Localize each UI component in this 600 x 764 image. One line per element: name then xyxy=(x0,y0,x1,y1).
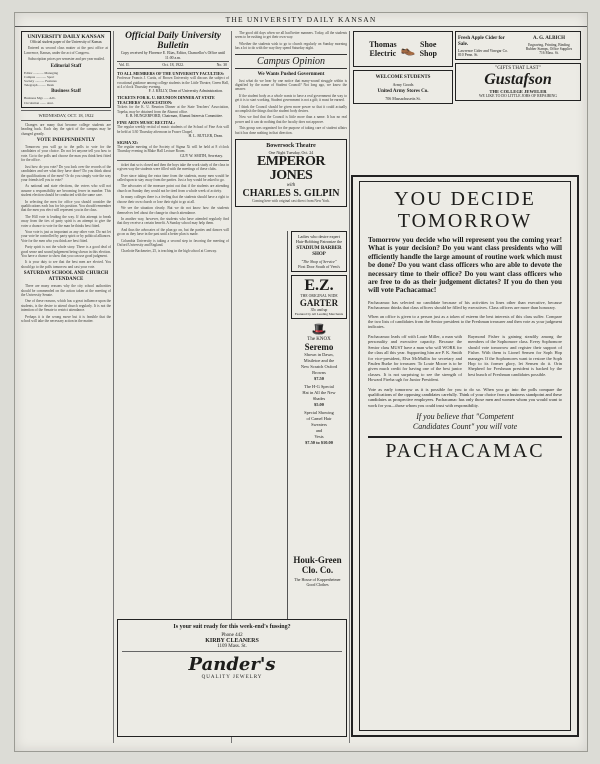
cider-albich-ads xyxy=(455,31,581,60)
business-list: Business Mgr. ..... Adv. Circulation ....... Asst. xyxy=(24,96,56,105)
pachacamac-title-2: TOMORROW xyxy=(397,210,533,232)
opinion-text: Just what do we hear by one notice that many-sound struggle within is dignified by the name of Student Council? Not long ago, we know the answer. If the student body as a whole wants to have a real government the way to get it is to start working. Student government is not a gift; it must be earned. I think the Council should be given more power so that it could actually accomplish the things that the student body desires. Now we find that the Council is little more than a name. It has no real power and it can do nothing that the faculty does not approve. This group was organized for the purpose of taking care of student affairs but it has done nothing in that direction. xyxy=(235,78,347,135)
bulletin-date: Oct. 18, 1922. xyxy=(162,63,184,68)
cider-address: 810 Penn. St. xyxy=(458,53,479,57)
pachacamac-brand: PACHACAMAC xyxy=(368,436,562,463)
bulletin-body: ticket that so is closed and then the boys take the work study of the class in a given way the students were filled with the meetings of these clubs. Ever since taking the extra time from the students, many men would be called upon to stay away from the parties. Just a boy would be asked to go. The advocates of the measure point out that if the students are attending church on Sunday they would not be tired from a whole week of activity. In many colleges there is a feeling that the students should have a right to choose their own church or lose their right to go at all. We see the situation clearly. But we do not know how the students themselves feel about the change in church attendance. In another way, however, the students who have attended regularly find that they receive a certain benefit. A Sunday school may help them. And thus the advocates of the plan go on, but the parties and dances will go on as they have in the past until a better plan is made. Columbia University is taking a second step in favoring the meeting of Oxford University and England. Charlotte Backmeier, 25, is teaching in the high school at Conway. xyxy=(117,162,229,254)
show-with: with xyxy=(286,183,296,189)
column-rule xyxy=(113,31,114,743)
store-address: 706 Massachusetts St. xyxy=(385,96,421,101)
newspaper-page xyxy=(14,12,588,752)
notice-heading: FINE ARTS MUSIC RECITAL: xyxy=(117,120,176,126)
ez-brand: E.Z. xyxy=(304,277,334,294)
bulletin-column xyxy=(117,31,229,256)
show-note: Coming here with original cast direct from New York. xyxy=(252,199,330,204)
notice-text: Tickets for the K. U. Reunion Dinner at the State Teachers' Association, Topeka, may be obtained from the Alumni office. xyxy=(117,105,229,114)
show-star: CHARLES S. GILPIN xyxy=(242,188,340,200)
gustafson-tag: THE COLLEGE JEWELER xyxy=(489,89,547,94)
gustafson-name: Gustafson xyxy=(484,71,552,88)
kirby-phone: Phone 442 xyxy=(221,633,243,638)
editorial-second-heading: SATURDAY SCHOOL AND CHURCH ATTENDANCE xyxy=(23,271,109,283)
editorial-lead-text: Tomorrow you will go to the polls to vote for the candidates of your choice. Do not let anyone tell you how to vote. Go to the polls and choose the man you think best fitted for the office. Just how do you vote? Do you look over the records of the candidates and see what they have done? Do you think about the qualifications of the men? Or do you simply vote the way your friends tell you to vote? As national and state elections, the voters who will not assume a responsibility are becoming fewer in number. This student election should be conducted with the same care. In selecting the men for office you should consider the qualifications each has for his position. You should remember that the men you elect will represent you in the class. The Hill vote is leading the way. If this attempt to break away from the ties of party spirit is an attempt to give the voter a chance to vote for the man he thinks best fitted. Your vote is just as important as any other vote. Do not let your vote be controlled by party spirit or by political alliances. Vote for the men who you think are best fitted. Party spirit is not the whole story. There is a good deal of good sense and sound judgement being shown in this election. You have a chance to show that you can use good judgment. It is your duty to see that the best men are elected. You should go to the polls tomorrow and cast your vote. xyxy=(21,145,111,269)
houk-name: Houk-Green Clo. Co. xyxy=(293,555,342,575)
bulletin-volume: Vol. II. xyxy=(119,63,130,68)
albich-sub: Engraving, Printing, Binding xyxy=(528,43,570,47)
gustafson-tag2: WE LIKE TO DO LITTLE JOBS OF REPAIRING xyxy=(478,94,558,98)
divider xyxy=(122,651,342,652)
shoe-shop-ad xyxy=(353,31,453,67)
notice-heading: SIGMA XI: xyxy=(117,140,139,146)
pachacamac-lead: Tomorrow you decide who will represent you the coming year! What is your decision? Do you want class presidents who will efficiently handle the large amount of routine work which must be done? Do you want class officers who are able to devote the necessary time to their office? Do you want class officers who are free to do as their judgement dictates? If you do then you will vote Pachacamac! xyxy=(368,236,562,295)
houk-sub: The House of Kuppenheimer Good Clothes xyxy=(294,577,341,587)
knox-ad xyxy=(291,322,347,446)
albich-ad xyxy=(520,34,578,57)
masthead: THE UNIVERSITY DAILY KANSAN xyxy=(15,15,587,27)
theatre-name: Bowersock Theatre xyxy=(266,143,316,150)
gustafson-ad xyxy=(455,63,581,101)
kirby-panders-ads xyxy=(117,619,347,737)
stadium-address: First Door South of Vem's xyxy=(298,264,340,269)
notice-signature: F. J. KELLY, Dean of University Administration. xyxy=(148,89,223,94)
cider-head: Fresh Apple Cider for Sale. xyxy=(458,36,505,47)
editorial-second-text: There are many reasons why the city school authorities should be commended on the action taken at the meeting of the University Senate. One of these reasons, which has a great influence upon the students, is the desire to attend church regularly. It is not the intention of the Senate to restrict attendance. Perhaps it is the wrong move but it is feasible that the school will take the necessary action in the matter. xyxy=(21,284,111,324)
notice-text: Professor Francis J. Curtis, of Brown University will discuss the subject of vocational guidance among college students in the Little Theatre, Green Hall, at 4 o'clock Thursday evening. xyxy=(117,76,229,89)
editorial-title: UNIVERSITY DAILY KANSAN xyxy=(27,34,105,40)
editorial-intro: Changes are many that become college students are heading back. Each day the spirit of the campus may be changed greatly. xyxy=(21,122,111,136)
panders-brand: Pander's xyxy=(188,654,276,675)
albich-address: 716 Mass. St. xyxy=(539,51,559,55)
bowersock-theatre-ad xyxy=(235,139,347,206)
shop-name-left: Thomas Electric xyxy=(369,40,397,58)
pachacamac-right-col: Raymond Fisher is gaining steadily among the members of the Sophomore class. Every Sophomore should vote tomorrow and register their support of Fisher. With them is Lionel Sensen for Soph Hop manager. If the Sophomores want to restore the Soph Hop to its former glory, let Sensen do it. Orin Shepherd for Freshman president is backed by the best bunch of Freshman candidates possible. xyxy=(468,333,562,377)
ad-column-middle xyxy=(353,31,453,171)
stadium-text: Ladies who desire expert Hair-Bobbing Patronize the xyxy=(295,234,343,244)
ez-sub: THE ORIGINAL WIDE xyxy=(300,294,338,298)
opinion-top-text: The good old days when we all had better manners. Today, all the students seem to be rushing to get their own way. Whether the students wish to go to church regularly on Sunday morning has a lot to do with the way they spend Saturday night. xyxy=(235,31,347,51)
opinion-heading: We Wants Pushed Government xyxy=(257,71,325,77)
gifts-tagline: "GIFTS THAT LAST" xyxy=(495,66,541,71)
notice-heading: TO ALL MEMBERS OF THE UNIVERSITY FACULTIES: xyxy=(117,71,225,77)
divider xyxy=(21,110,111,111)
ez-garter-ad xyxy=(291,275,347,319)
kirby-address: 1109 Mass. St. xyxy=(217,644,247,649)
business-staff-heading: Business Staff xyxy=(51,89,81,95)
ez-price: 35c and up xyxy=(310,308,328,312)
editorial-masthead-box xyxy=(21,31,111,108)
knox-name: Seremo xyxy=(304,342,334,352)
albich-sub2: Rubber Stamps, Office Supplies xyxy=(525,47,573,51)
pachacamac-title-1: YOU DECIDE xyxy=(394,188,536,210)
stadium-barber-ad xyxy=(291,231,347,272)
knox-brand: The KNOX xyxy=(307,337,331,342)
pachacamac-quote: If you believe that "Competent Candidates Count" you will vote xyxy=(412,412,518,432)
stadium-slogan: "The Shop of Service" xyxy=(301,259,337,264)
notice-signature: H. L. BUTLER, Dean. xyxy=(188,134,223,139)
notice-text: The regular weekly recital of music students of the School of Fine Arts will be held at 3:30 Thursday afternoon in Fraser Chapel. xyxy=(117,125,229,134)
bulletin-meta xyxy=(117,61,229,69)
pachacamac-ad-inner xyxy=(359,181,571,731)
editorial-masthead-text: Entered as second class matter at the post office at Lawrence, Kansas, under the act of Congress. Subscription prices per semester and per year mailed. xyxy=(24,46,108,62)
ad-column-right xyxy=(455,31,581,171)
notice-signature: E. B. HUNGERFORD, Chairman, Alumni Interests Committee. xyxy=(125,114,223,119)
editorial-lead-heading: VOTE INDEPENDENTLY xyxy=(36,138,96,144)
notice-text: The regular meeting of the Society of Sigma Xi will be held at 8 o'clock Thursday evening in Blake Hall Lecture Room. xyxy=(117,145,229,154)
hat-icon: 🎩 xyxy=(311,322,327,336)
pachacamac-columns xyxy=(368,334,562,383)
editorial-subtitle: Official student paper of the University of Kansas xyxy=(30,40,102,44)
ez-maker: Featured by All Leading Merchants xyxy=(294,312,344,316)
show-title: EMPEROR JONES xyxy=(256,154,326,184)
theatre-date: One Night Tuesday, Oct. 24 xyxy=(268,150,314,156)
cider-sub: Lawrence Cider and Vinegar Co. xyxy=(458,49,508,53)
welcome-sub: Army Goods xyxy=(392,82,414,87)
pachacamac-bottom: Vote as early tomorrow as it is possible for you to do so. When you go into the polls compare the qualifications of the opposing candidates carefully. Think of your choice from a business standpoint and these candidates as prospective employees. Pachacamac has only those men and women whom you would want to work for you—those whom you could trust with responsibility. xyxy=(368,386,562,408)
editorial-date: WEDNESDAY, OCT. 18, 1922 xyxy=(38,112,94,118)
editorial-staff-heading: Editorial Staff xyxy=(50,63,82,69)
army-store-ad xyxy=(353,70,453,104)
divider xyxy=(117,160,229,161)
pachacamac-left-col: Pachacamac leads off with Louie Miller, a man with personality and executive capacity. Because the Senior class MUST have a man who will WORK for the class all this year. Supporting him are P. K. Smith for vice-president, Elva McMullin for secretary and Paulen Burke for treasurer. To Louie Moore is to be given much credit for having one of the best junior classes. It is not surprising to see the strength of Howard Fireba ugh for Junior President. xyxy=(368,333,462,383)
shoe-icon: 👞 xyxy=(400,41,416,56)
bulletin-title: Official Daily University Bulletin xyxy=(125,31,221,51)
welcome-heading: WELCOME STUDENTS xyxy=(375,75,431,80)
pachacamac-body-2: When an office is given to a person just as a token of esteem the best interests of this class suffer. Compare the two lists of candidates from the Senior president to the Freshman treasurer and then vote as your judgment indicates. xyxy=(368,313,562,330)
notice-signature: GUY W. SMITH, Secretary. xyxy=(180,153,223,158)
staff-list: Editor ............ Managing Campus ............ Sport Society ........... Features Telegraph ......... Desk xyxy=(24,70,59,88)
houk-green-ad xyxy=(287,553,347,619)
store-name: United Army Stores Co. xyxy=(377,89,429,94)
panders-sub: QUALITY JEWELRY xyxy=(201,675,263,680)
notice-heading: TICKETS FOR K. U. REUNION DINNER AT STATE TEACHERS' ASSOCIATION: xyxy=(117,95,215,106)
stadium-name: STADIUM BARBER SHOP xyxy=(296,246,342,257)
albich-head: A. G. ALBICH xyxy=(533,36,565,41)
bulletin-number: No. 30 xyxy=(216,63,227,68)
campus-opinion-title: Campus Opinion xyxy=(235,54,347,69)
kirby-name: KIRBY CLEANERS xyxy=(205,638,259,644)
editorial-column xyxy=(21,31,111,325)
divider xyxy=(21,120,111,121)
shop-name-right: Shoe Shop xyxy=(419,40,437,58)
kirby-head: Is your suit ready for this week-end's fussing? xyxy=(173,624,291,630)
opinion-column xyxy=(235,31,347,207)
bulletin-subtitle: Copy received by Florence E. Elias, Editor, Chancellor's Office until 11:00 a.m. xyxy=(120,51,226,60)
ez-garter: GARTER xyxy=(299,298,339,308)
knox-details: Shown in Dawn, Mistletoe and the New Scratch Oxford Browns $7.50 The H-G Special Hat in All the New Shades $5.00 Special Showing of Camel Hair Sweaters and Vests $7.50 to $10.00 xyxy=(300,352,338,445)
cider-ad xyxy=(458,34,516,57)
pachacamac-body-1: Pachacamac has selected no candidate because of his activities in lines other than executive, because Pachacamac thinks that class officers should be filled by executives. Class officers are more than honorary. xyxy=(368,299,562,311)
column-rule xyxy=(349,31,350,743)
pachacamac-ad xyxy=(351,175,579,737)
